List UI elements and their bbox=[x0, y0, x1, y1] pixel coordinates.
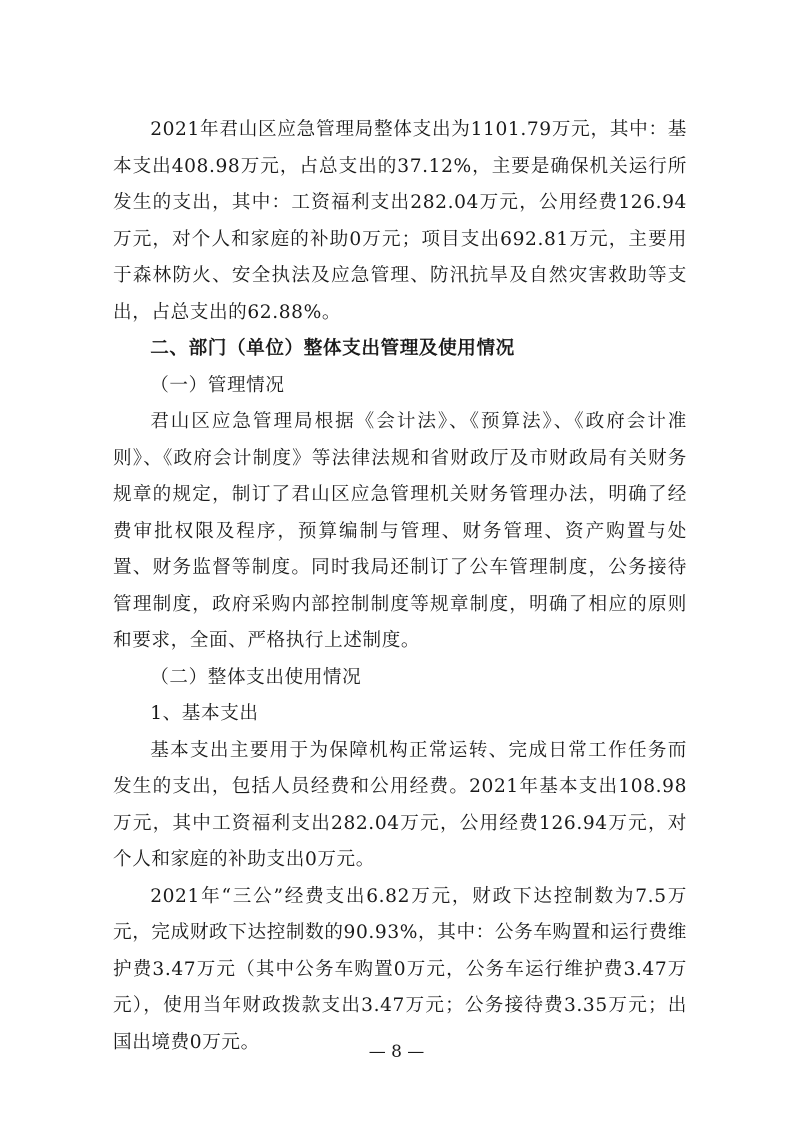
subheading-management-status: （一）管理情况 bbox=[150, 374, 285, 396]
subheading-expenditure-usage: （二）整体支出使用情况 bbox=[150, 666, 362, 688]
subheading-basic-expenditure: 1、基本支出 bbox=[150, 703, 259, 724]
paragraph-three-public-expenses: 2021年“三公”经费支出6.82万元，财政下达控制数为7.5万元，完成财政下达控制数的90.93%，其中：公务车购置和运行费维护费3.47万元（其中公务车购置0万元，公务车运行维护费3.47万元），使用当年财政拨款支出3.47万元；公务接待费3.35万元；出国出境费0万元。 bbox=[113, 885, 687, 1053]
section-heading-management: 二、部门（单位）整体支出管理及使用情况 bbox=[150, 338, 515, 359]
document-body bbox=[113, 112, 687, 1061]
page-number: — 8 — bbox=[368, 1042, 425, 1062]
paragraph-expenditure-summary: 2021年君山区应急管理局整体支出为1101.79万元，其中：基本支出408.98万元，占总支出的37.12%，主要是确保机关运行所发生的支出，其中：工资福利支出282.04万元，公用经费126.94万元，对个人和家庭的补助0万元；项目支出692.81万元，主要用于森林防火、安全执法及应急管理、防汛抗旱及自然灾害救助等支出，占总支出的62.88%。 bbox=[113, 119, 687, 323]
paragraph-management-rules: 君山区应急管理局根据《会计法》、《预算法》、《政府会计准则》、《政府会计制度》等法律法规和省财政厅及市财政局有关财务规章的规定，制订了君山区应急管理机关财务管理办法，明确了经费审批权限及程序，预算编制与管理、财务管理、资产购置与处置、财务监督等制度。同时我局还制订了公车管理制度，公务接待管理制度，政府采购内部控制制度等规章制度，明确了相应的原则和要求，全面、严格执行上述制度。 bbox=[113, 411, 687, 651]
paragraph-basic-expenditure: 基本支出主要用于为保障机构正常运转、完成日常工作任务而发生的支出，包括人员经费和公用经费。2021年基本支出108.98万元，其中工资福利支出282.04万元，公用经费126.94万元，对个人和家庭的补助支出0万元。 bbox=[113, 739, 687, 870]
